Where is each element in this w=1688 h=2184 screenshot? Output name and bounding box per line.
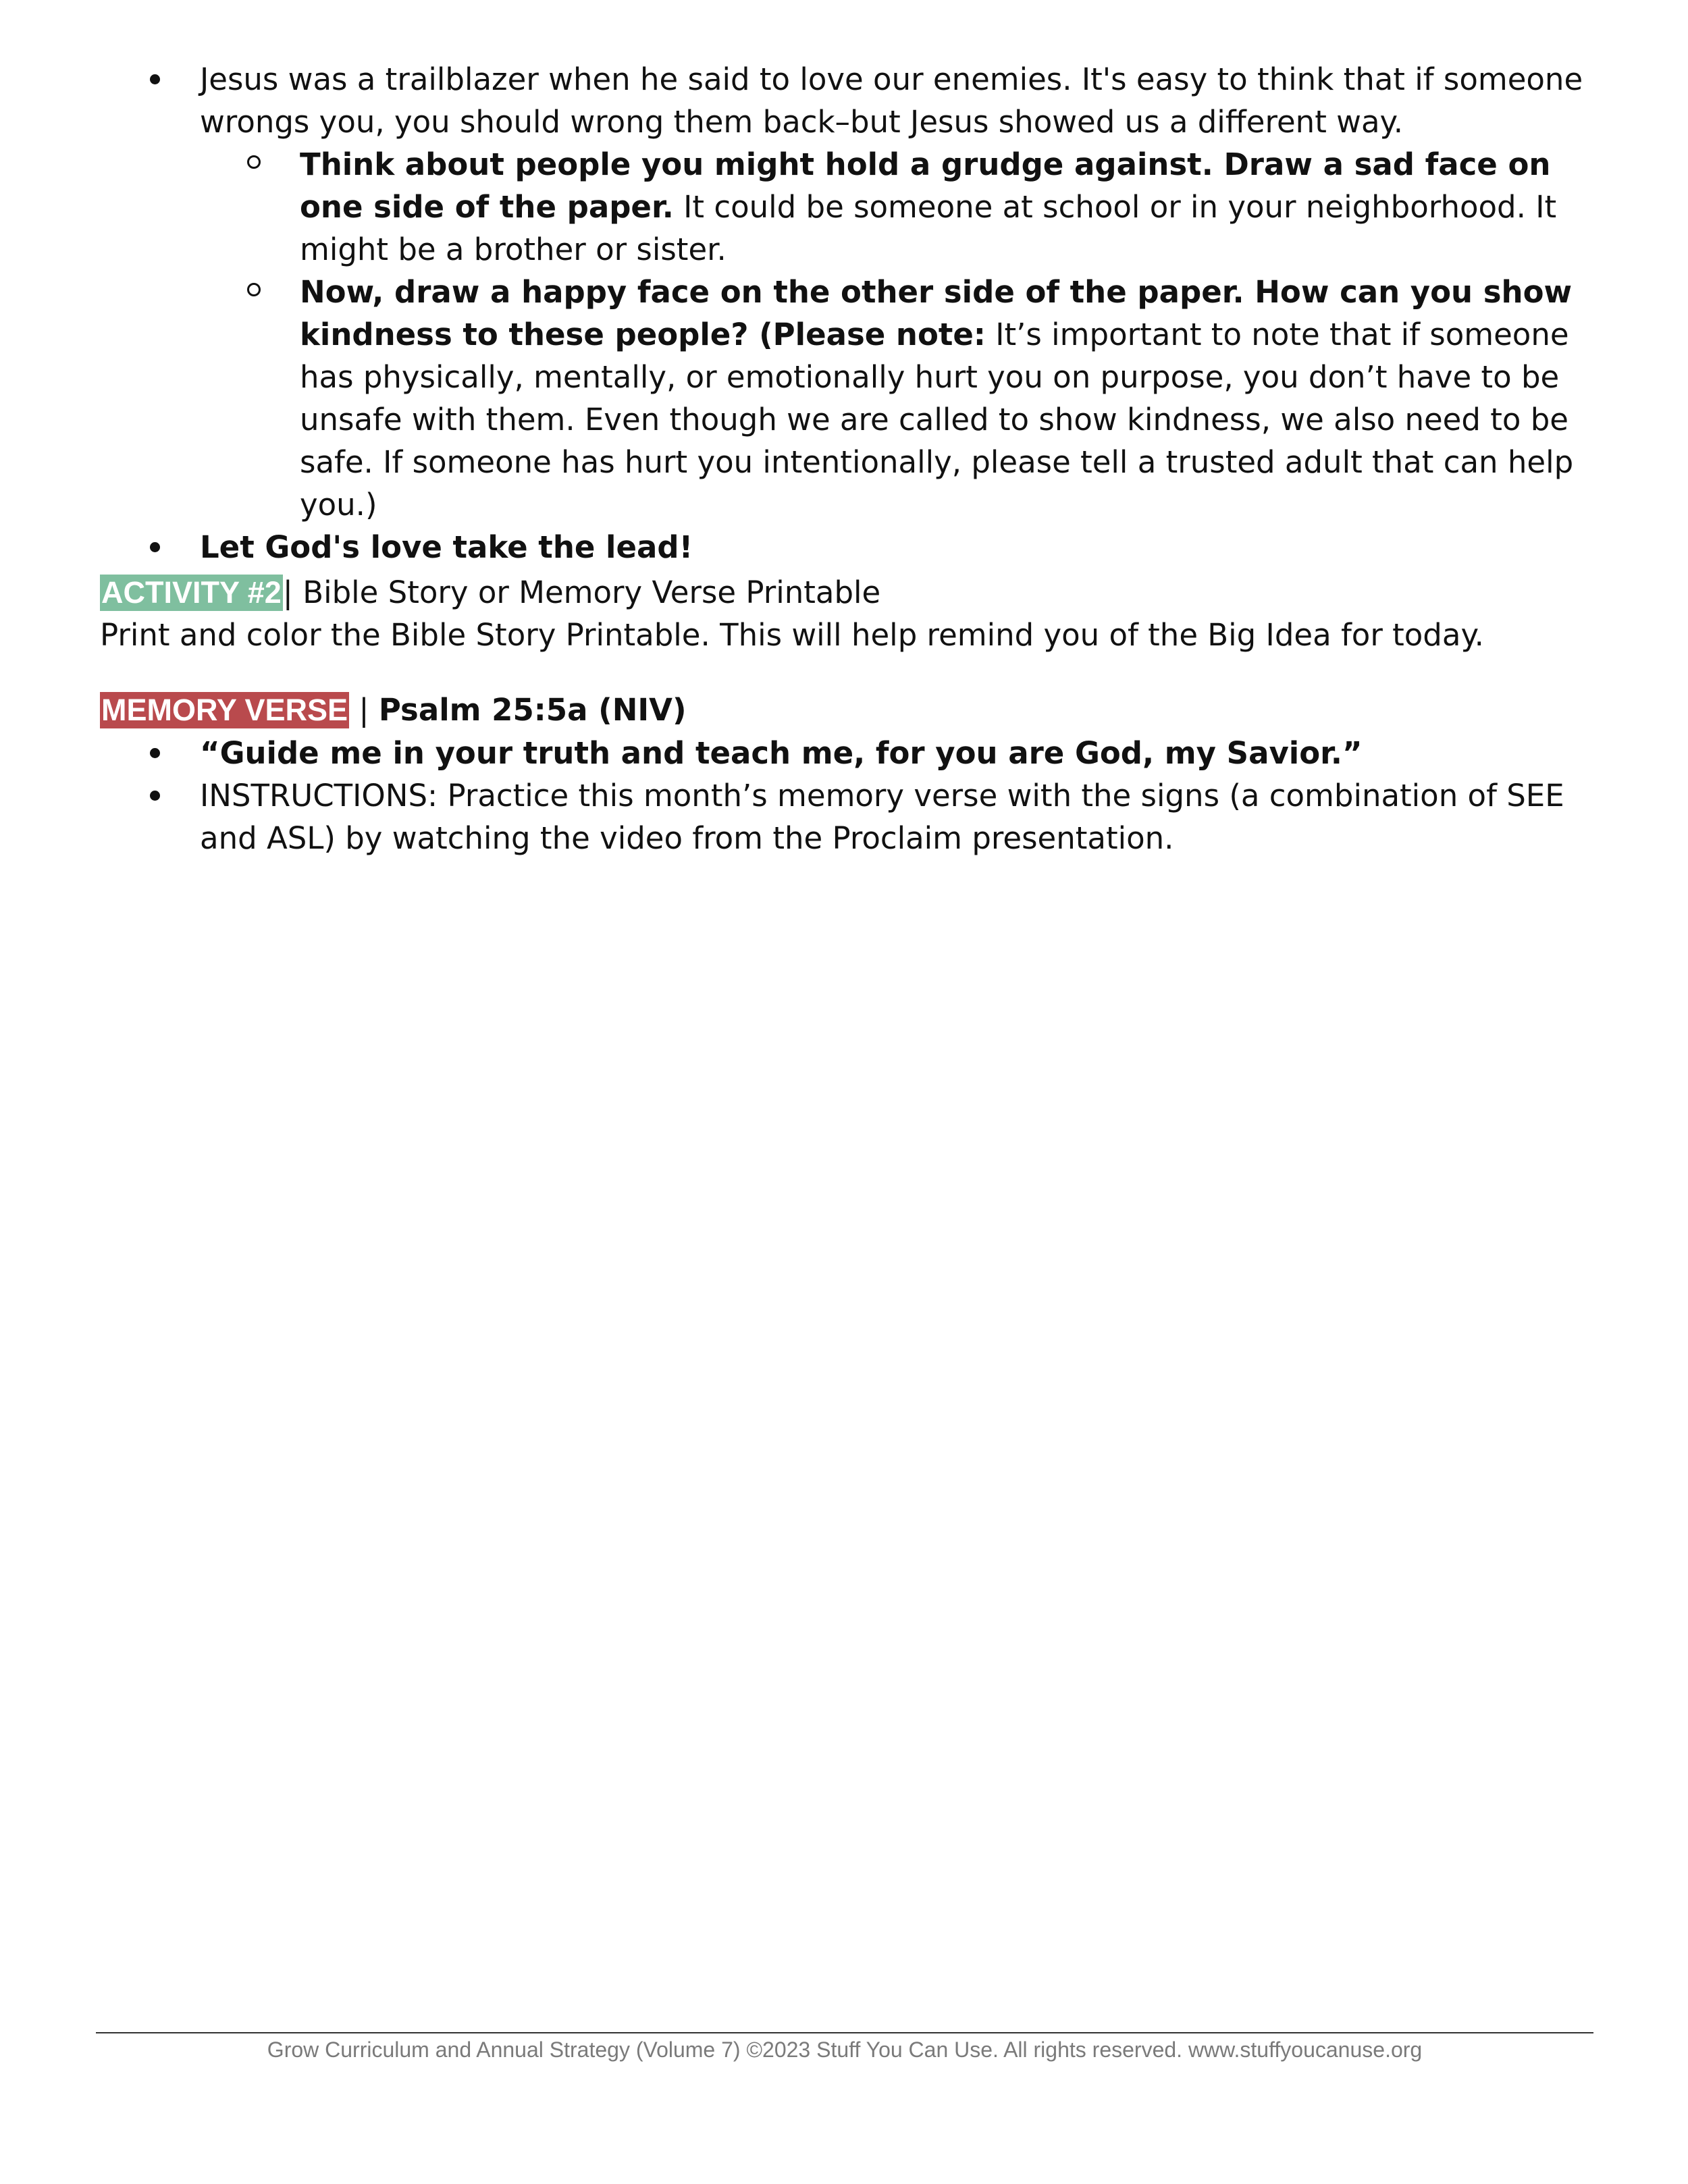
- sub-item-text: It’s important to note that if someone has physically, mentally, or emotionally hurt you on purpose, you don’t have to be unsafe with them. Even though we are called to show kindness, we also need to be safe. If someone has hurt you intentionally, please tell a trusted adult that can help you.): [300, 317, 1574, 523]
- activity-title: Bible Story or Memory Verse Printable: [292, 575, 881, 610]
- footer-copyright: Grow Curriculum and Annual Strategy (Volume 7) ©2023 Stuff You Can Use. All rights reserved. www.stuffyoucanuse.org: [267, 2037, 1423, 2062]
- activity-2-body: Print and color the Bible Story Printable. This will help remind you of the Big Idea for today.: [100, 617, 1484, 653]
- list-item: [100, 774, 1606, 859]
- list-item-text: Jesus was a trailblazer when he said to love our enemies. It's easy to think that if someone wrongs you, you should wrong them back–but Jesus showed us a different way.: [200, 61, 1583, 140]
- memory-verse-tag: MEMORY VERSE: [101, 693, 348, 727]
- sub-item-bold-text: Think about people you might hold a grudge against. Draw a sad face on one side of the paper.: [300, 147, 1551, 225]
- sub-list-item: [200, 271, 1606, 526]
- heading-separator: |: [282, 575, 293, 610]
- list-item: [100, 732, 1606, 774]
- hollow-bullet-icon: [247, 155, 261, 169]
- memory-verse-heading: [100, 689, 1606, 731]
- sub-list-item: [200, 143, 1606, 271]
- bullet-icon: [150, 74, 160, 84]
- bullet-icon: [150, 791, 160, 801]
- hollow-bullet-icon: [247, 283, 261, 296]
- memory-verse-list: [0, 732, 1606, 859]
- activity-2-heading: [100, 571, 1606, 614]
- top-bullet-list: [0, 58, 1606, 568]
- activity-2-section: [100, 571, 1606, 656]
- sub-list: [200, 143, 1606, 526]
- memory-verse-text: “Guide me in your truth and teach me, for you are God, my Savior.”: [200, 735, 1363, 771]
- footer-divider: [96, 2032, 1593, 2033]
- verse-reference: Psalm 25:5a (NIV): [378, 692, 687, 728]
- activity-tag: ACTIVITY #2: [101, 575, 282, 610]
- list-item-bold-text: Let God's love take the lead!: [200, 529, 693, 565]
- bullet-icon: [150, 542, 160, 552]
- list-item: [100, 526, 1606, 568]
- instructions-text: INSTRUCTIONS: Practice this month’s memory verse with the signs (a combination of SEE and ASL) by watching the video from the Proclaim presentation.: [200, 778, 1564, 856]
- heading-separator: |: [349, 692, 379, 728]
- memory-verse-section: [100, 689, 1606, 731]
- sub-item-text: It could be someone at school or in your neighborhood. It might be a brother or sister.: [300, 189, 1557, 267]
- bullet-icon: [150, 748, 160, 758]
- sub-item-bold-text: Now, draw a happy face on the other side of the paper. How can you show kindness to these people? (Please note:: [300, 274, 1573, 352]
- list-item: [100, 58, 1606, 526]
